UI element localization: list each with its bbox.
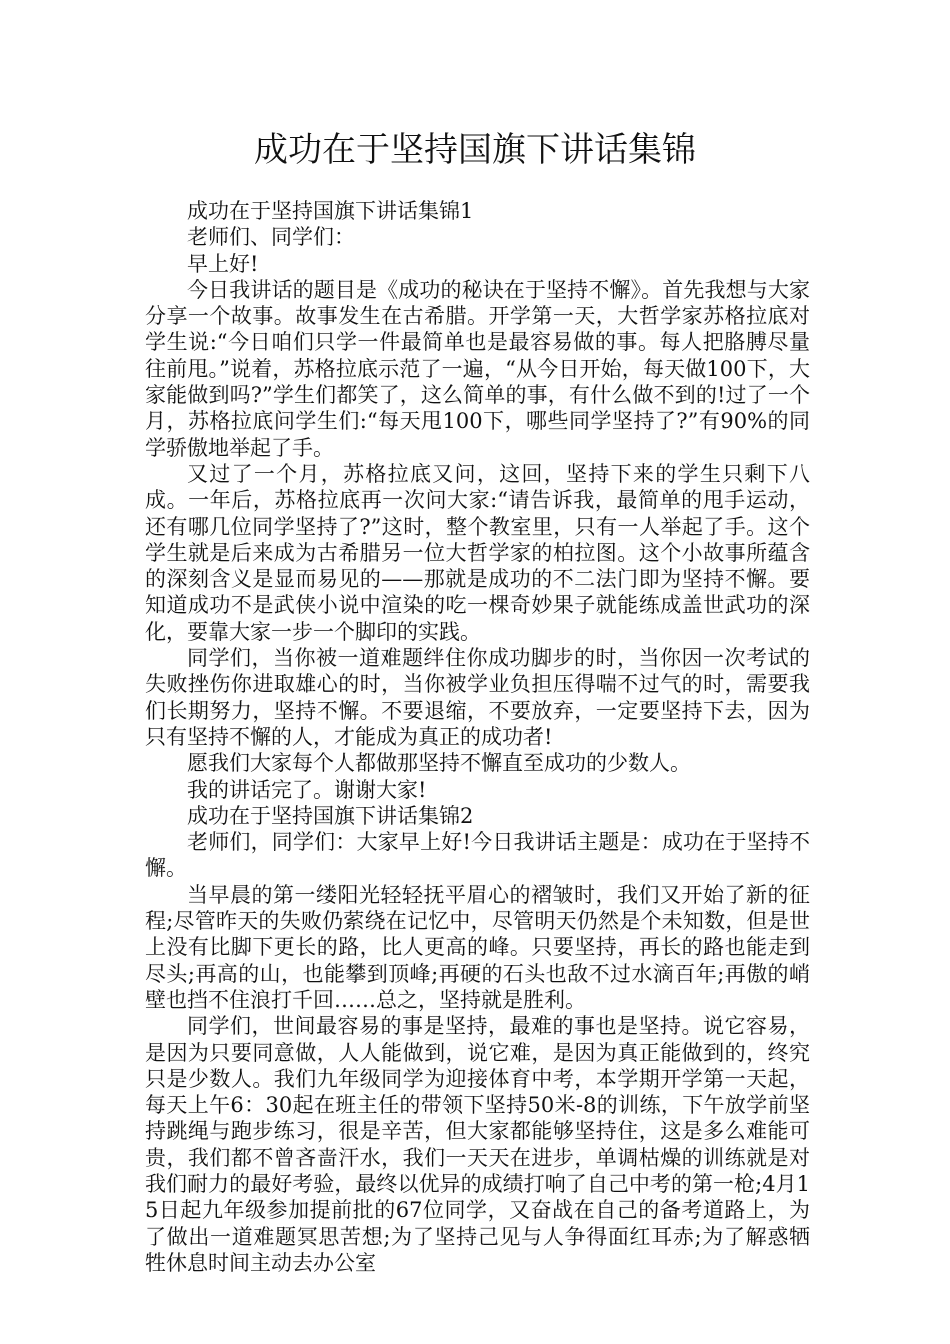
greeting: 早上好!	[187, 251, 259, 276]
salutation: 老师们、同学们：	[187, 225, 355, 250]
paragraph: 今日我讲话的题目是《成功的秘诀在于坚持不懈》。首先我想与大家分享一个故事。故事发生在古希腊。开学第一天，大哲学家苏格拉底对学生说:“今日咱们只学一件最简单也是最容易做的事。每人把胳膊尽量往前甩。”说着，苏格拉底示范了一遍，“从今日开始，每天做100下，大家能做到吗?”学生们都笑了，这么简单的事，有什么做不到的!过了一个月，苏格拉底问学生们:“每天甩100下，哪些同学坚持了?”有90%的同学骄傲地举起了手。	[145, 277, 810, 460]
section-heading-1: 成功在于坚持国旗下讲话集锦1	[187, 199, 474, 223]
document-title: 成功在于坚持国旗下讲话集锦	[254, 130, 696, 170]
paragraph: 又过了一个月，苏格拉底又问，这回，坚持下来的学生只剩下八成。一年后，苏格拉底再一次问大家:“请告诉我，最简单的甩手运动，还有哪几位同学坚持了?”这时，整个教室里，只有一人举起了手。这个学生就是后来成为古希腊另一位大哲学家的柏拉图。这个小故事所蕴含的深刻含义是显而易见的——那就是成功的不二法门即为坚持不懈。要知道成功不是武侠小说中渲染的吃一棵奇妙果子就能练成盖世武功的深化，要靠大家一步一个脚印的实践。	[145, 461, 810, 644]
document-body	[145, 198, 810, 1276]
paragraph: 老师们，同学们：大家早上好!今日我讲话主题是：成功在于坚持不懈。	[145, 830, 810, 881]
paragraph: 同学们，当你被一道难题绊住你成功脚步的时，当你因一次考试的失败挫伤你进取雄心的时，当你被学业负担压得喘不过气的时，需要我们长期努力，坚持不懈。不要退缩，不要放弃，一定要坚持下去，因为只有坚持不懈的人，才能成为真正的成功者!	[145, 646, 810, 749]
paragraph: 同学们，世间最容易的事是坚持，最难的事也是坚持。说它容易，是因为只要同意做，人人能做到，说它难，是因为真正能做到的，终究只是少数人。我们九年级同学为迎接体育中考，本学期开学第一天起，每天上午6：30起在班主任的带领下坚持50米-8的训练，下午放学前坚持跳绳与跑步练习，很是辛苦，但大家都能够坚持住，这是多么难能可贵，我们都不曾吝啬汗水，我们一天天在进步，单调枯燥的训练就是对我们耐力的最好考验，最终以优异的成绩打响了自己中考的第一枪;4月15日起九年级参加提前批的67位同学，又奋战在自己的备考道路上，为了做出一道难题冥思苦想;为了坚持己见与人争得面红耳赤;为了解惑牺牲休息时间主动去办公室	[145, 1014, 810, 1275]
paragraph: 愿我们大家每个人都做那坚持不懈直至成功的少数人。	[187, 751, 691, 776]
paragraph: 当早晨的第一缕阳光轻轻抚平眉心的褶皱时，我们又开始了新的征程;尽管昨天的失败仍萦绕在记忆中，尽管明天仍然是个未知数，但是世上没有比脚下更长的路，比人更高的峰。只要坚持，再长的路也能走到尽头;再高的山，也能攀到顶峰;再硬的石头也敌不过水滴百年;再傲的峭壁也挡不住浪打千回……总之，坚持就是胜利。	[145, 882, 810, 1012]
section-heading-2: 成功在于坚持国旗下讲话集锦2	[187, 803, 474, 828]
closing: 我的讲话完了。谢谢大家!	[187, 777, 427, 802]
